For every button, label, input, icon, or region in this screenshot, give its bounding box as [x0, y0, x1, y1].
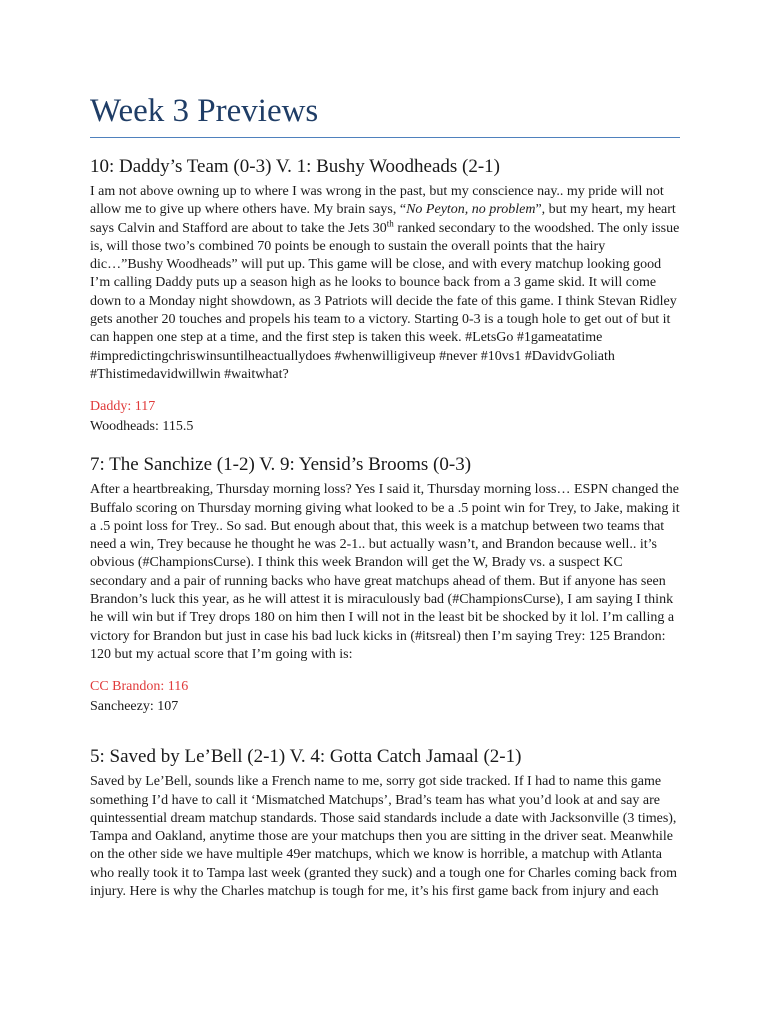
body-superscript: th	[386, 217, 394, 228]
body-quote: No Peyton, no problem	[406, 202, 536, 218]
section-heading-matchup-2: 7: The Sanchize (1-2) V. 9: Yensid’s Brooms (0-3)	[90, 454, 472, 476]
score-prediction-matchup-1	[90, 397, 680, 437]
loser-score: Woodheads: 115.5	[90, 419, 194, 435]
body-text-part: After a heartbreaking, Thursday morning loss? Yes I said it, Thursday morning loss… ESPN changed the Buffalo scoring on Thursday morning giving what looked to be a .5 point win for Trey, to Jake, making it a .5 point loss for Trey.. So sad. But enough about that, this week is a matchup between two teams that need a win, Trey because he thought he was 2-1.. but actually wasn’t, and Brandon because well.. it’s obvious (#ChampionsCurse). I think this week Brandon will get the W, Brady vs. a suspect KC secondary and a pair of running backs who have great matchups ahead of them. But if anyone has seen Brandon’s luck this year, as he will attest it is miraculously bad (#ChampionsCurse), I am saying I think he will win but if Trey drops 180 on him then I will not in the least bit be shocked by it lol. I’m calling a victory for Brandon but just in case his bad luck kicks in (#itsreal) then I’m saying Trey: 125 Brandon: 120 but my actual score that I’m going with is:	[90, 482, 680, 662]
title-underline	[90, 137, 680, 138]
page-title: Week 3 Previews	[90, 93, 319, 129]
section-body-matchup-1	[90, 183, 680, 384]
document-page	[90, 88, 680, 901]
body-text-part: ”, but my heart, my heart says Calvin and Stafford are about to take the Jets 30	[90, 202, 676, 236]
loser-score: Sancheezy: 107	[90, 699, 179, 715]
section-body-matchup-2	[90, 481, 680, 664]
body-text-part: I am not above owning up to where I was wrong in the past, but my conscience nay.. my pride will not allow me to give up where others have. My brain says, “	[90, 184, 664, 218]
section-heading-matchup-1: 10: Daddy’s Team (0-3) V. 1: Bushy Woodheads (2-1)	[90, 156, 501, 177]
section-body-matchup-3	[90, 773, 680, 901]
score-prediction-matchup-2	[90, 677, 680, 717]
winner-score: CC Brandon: 116	[90, 679, 189, 695]
body-text-part: Saved by Le’Bell, sounds like a French name to me, sorry got side tracked. If I had to name this game something I’d have to call it ‘Mismatched Matchups’, Brad’s team has what you’d look at and say are quintessential dream matchup standards. Those said standards include a date with Jacksonville (3 times), Tampa and Oakland, anytime those are your matchups then you are sitting in the driver seat. Meanwhile on the other side we have multiple 49er matchups, which we know is horrible, a matchup with Atlanta who really took it to Tampa last week (granted they suck) and a tough one for Charles coming back from injury. Here is why the Charles matchup is tough for me, it’s his first game back from injury and each	[90, 774, 677, 900]
body-text-part: ranked secondary to the woodshed. The only issue is, will those two’s combined 70 points be enough to sustain the overall points that the hairy dic…”Bushy Woodheads” will put up. This game will be close, and with every matchup looking good I’m calling Daddy puts up a season high as he looks to bounce back from a 3 game skid. It will come down to a Monday night showdown, as 3 Patriots will decide the fate of this game. I think Stevan Ridley gets another 20 touches and propels his team to a victory. Starting 0-3 is a tough hole to get out of but it can happen one step at a time, and the first step is taken this week. #LetsGo #1gameatatime #impredictingchriswinsuntilheactuallydoes #whenwilligiveup #never #10vs1 #DavidvGoliath #Thistimedavidwillwin #waitwhat?	[90, 220, 680, 382]
section-heading-matchup-3: 5: Saved by Le’Bell (2-1) V. 4: Gotta Catch Jamaal (2-1)	[90, 746, 522, 768]
winner-score: Daddy: 117	[90, 399, 156, 415]
